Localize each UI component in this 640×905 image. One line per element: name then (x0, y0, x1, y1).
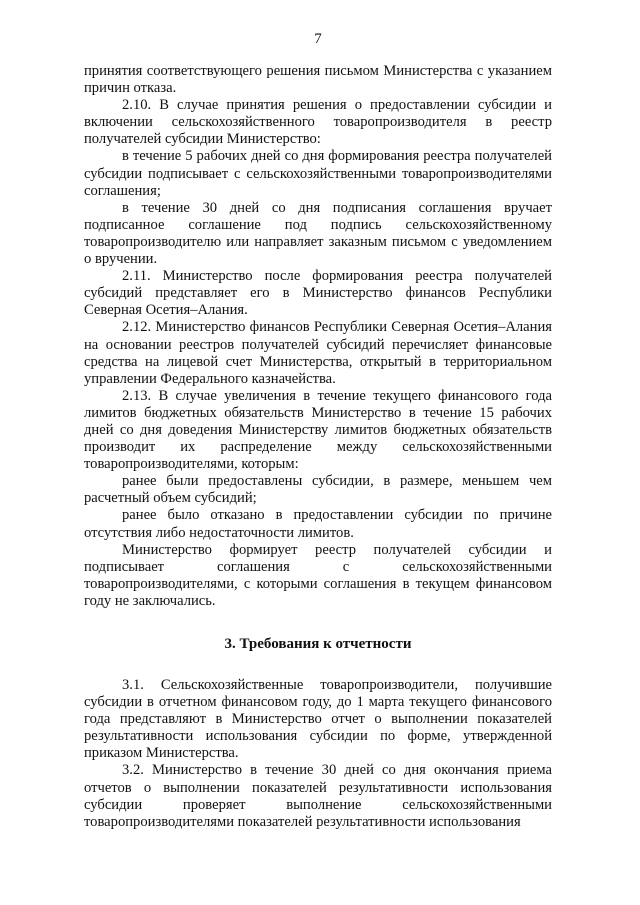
paragraph-2-13-item-1: ранее были предоставлены субсидии, в размере, меньшем чем расчетный объем субсидий; (84, 473, 552, 507)
paragraph-2-13-item-2: ранее было отказано в предоставлении субсидии по причине отсутствия либо недостаточности лимитов. (84, 507, 552, 541)
paragraph-2-10-item-2: в течение 30 дней со дня подписания соглашения вручает подписанное соглашение под подпись сельскохозяйственному товаропроизводителю или направляет заказным письмом с уведомлением о вручении. (84, 199, 552, 268)
paragraph-2-11: 2.11. Министерство после формирования реестра получателей субсидий представляет его в Министерство финансов Республики Северная Осетия–Алания. (84, 268, 552, 319)
paragraph-2-10-item-1: в течение 5 рабочих дней со дня формирования реестра получателей субсидии подписывает с сельскохозяйственными товаропроизводителями соглашения; (84, 148, 552, 199)
paragraph-2-13-registry: Министерство формирует реестр получателей субсидии и подписывает соглашения с сельскохозяйственными товаропроизводителями, с которыми соглашения в текущем финансовом году не заключались. (84, 541, 552, 609)
paragraph-2-10: 2.10. В случае принятия решения о предоставлении субсидии и включении сельскохозяйственного товаропроизводителя в реестр получателей субсидии Министерство: (84, 97, 552, 148)
paragraph-2-12: 2.12. Министерство финансов Республики Северная Осетия–Алания на основании реестров получателей субсидий перечисляет финансовые средства на лицевой счет Министерства, открытый в территориальном управлении Федерального казначейства. (84, 319, 552, 387)
page-number: 7 (314, 31, 322, 47)
section-heading: 3. Требования к отчетности (224, 636, 412, 652)
paragraph-3-1: 3.1. Сельскохозяйственные товаропроизводители, получившие субсидии в отчетном финансовом году, до 1 марта текущего финансового года представляют в Министерство отчет о выполнении показателей результативности использования субсидии по форме, утвержденной приказом Министерства. (84, 677, 552, 762)
paragraph-2-13: 2.13. В случае увеличения в течение текущего финансового года лимитов бюджетных обязательств Министерство в течение 15 рабочих дней со дня доведения Министерству лимитов бюджетных обязательств производит их распределение между сельскохозяйственными товаропроизводителями, которым: (84, 387, 552, 473)
paragraph-3-2: 3.2. Министерство в течение 30 дней со дня окончания приема отчетов о выполнении показателей результативности использования субсидии проверяет выполнение сельскохозяйственными товаропроизводителями показателей результативности использования (84, 762, 552, 830)
paragraph-refusal-continuation: принятия соответствующего решения письмом Министерства с указанием причин отказа. (84, 63, 552, 97)
